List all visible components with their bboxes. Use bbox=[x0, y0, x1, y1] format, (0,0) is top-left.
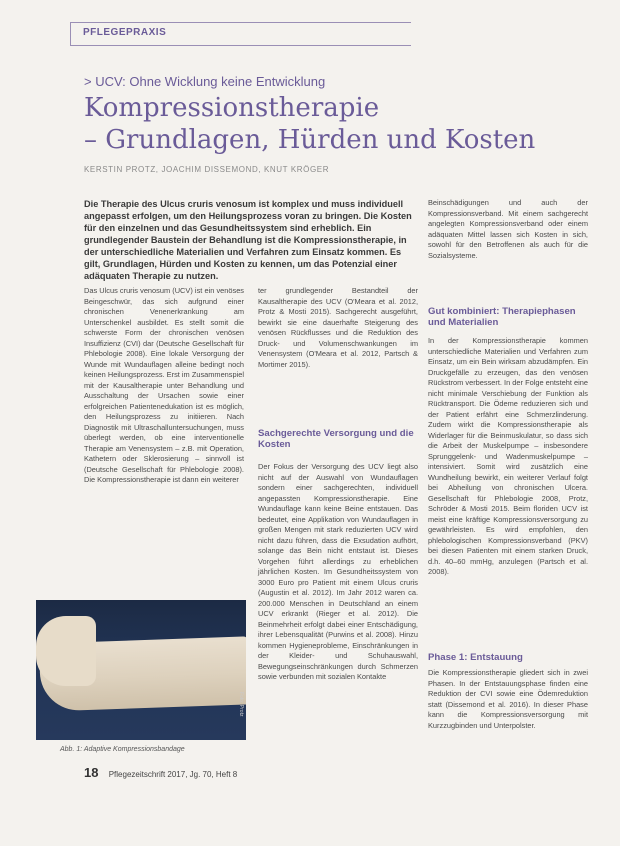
article-title bbox=[84, 92, 564, 156]
body-column-2: ter grundlegender Bestandteil der Kausaltherapie des UCV (O'Meara et al. 2012, Protz & Mosti 2015). Sachgerecht ausgeführt, bewirkt sie eine dauerhafte Steigerung des venösen Rückflusses und die Reduktion des Druck- und Volumenschwankungen im Venensystem (O'Meara et al. 2012, Partsch & Mortimer 2015). bbox=[258, 286, 418, 369]
journal-reference: Pflegezeitschrift 2017, Jg. 70, Heft 8 bbox=[108, 770, 238, 779]
subheading-phase1: Phase 1: Entstauung bbox=[428, 652, 523, 663]
article-title-line2: – Grundlagen, Hürden und Kosten bbox=[84, 125, 536, 155]
article-lead: Die Therapie des Ulcus cruris venosum ist komplex und muss individuell angepasst erfolgen, um den Heilungsprozess voran zu bringen. Die Kosten für den einzelnen und das Gesundheitssystem sind erheblich. Ein grundlegender Baustein der Behandlung ist die Kompressionstherapie, in der unterschiedliche Materialien und Verfahren zum Einsatz kommen. Es gilt, Grundlagen, Hürden und Kosten zu kennen, um das Potenzial einer adäquaten Therapie zu nutzen. bbox=[84, 199, 412, 281]
section-header-bar bbox=[70, 22, 411, 46]
figure-caption: Abb. 1: Adaptive Kompressionsbandage bbox=[60, 746, 185, 753]
body-column-3: Beinschädigungen und auch der Kompressionsverband. Mit einem sachgerecht angelegten Kompressionsverband oder einem adäquaten Mittel lassen sich Kosten in sich, sowohl für den Betroffenen als auch für die Sozialsysteme. bbox=[428, 198, 588, 260]
body-column-3b: In der Kompressionstherapie kommen unterschiedliche Materialien und Verfahren zum Einsatz, um ein Bein wirksam abzudämpfen. Ein Druckgefälle zu erzeugen, das den venösen Rückstrom verbessert. In der Folge entsteht eine nicht minimale Verschiebung der Funktion als Rücktransport. Die Ödeme reduzieren sich und der Patient erfährt eine Schmerzlinderung. Zudem wirkt die Kompressionstherapie als Widerlager für die Beinmuskulatur, so dass sich die Arbeit der Muskelpumpe – insbesondere Sprunggelenk- und Wadenmuskelpumpe – intensiviert. Somit wird zusätzlich eine Wundheilung bewirkt, ein weiterer Verlauf folgt bei Abheilung von chronischen Ulcera. Gesellschaft für Phlebologie 2008, Protz, Schröder & Mosti 2015. Beim floriden UCV ist meist eine kräftige Kompressionsversorgung zu gewährleisten. Es wird empfohlen, den phlebologischen Kompressionsverband (PKV) bei diesen Patienten mit einem starken Druck, d.h. 40–60 mmHg, anzulegen (Partsch et al. 2008). bbox=[428, 336, 588, 576]
bandaged-foot bbox=[36, 616, 96, 686]
page-number: 18 bbox=[84, 765, 99, 780]
body-column-1: Das Ulcus cruris venosum (UCV) ist ein venöses Beingeschwür, das sich aufgrund einer chronischen Venenerkrankung am Unterschenkel ausbildet. Es stellt somit die schwerste Form der chronischen venösen Insuffizienz (CVI) dar (Deutsche Gesellschaft für Phlebologie 2008). Eine lokale Versorgung der Wunde mit Wundauflagen alleine bedingt noch keinen Heilungsprozess. Erst im Zusammenspiel mit der Kausaltherapie unter Behandlung und Ausschaltung der Ursachen sowie einer erfolgreichen Patientenedukation ist es möglich, den Heilungsprozess zu initiieren. Nach Diagnostik mit Ultraschalluntersuchungen, muss überlegt werden, ob eine interventionelle Therapie am Venensystem – z.B. mit Operation, Kathetern oder Sklerosierung – sinnvoll ist (Deutsche Gesellschaft für Phlebologie 2008). Die Kompressionstherapie ist dann ein weiterer bbox=[84, 286, 244, 484]
photo-credit: Foto: Protz bbox=[238, 692, 244, 717]
body-column-2b: Der Fokus der Versorgung des UCV liegt also nicht auf der Auswahl von Wundauflagen sondern einer sachgerechten, individuell angepassten Kompressionstherapie. Eine Wundauflage kann keine Beine entstauen. Das bedeutet, eine Applikation von Wundauflagen in großen Mengen mit stark reduzierten UCV wird nicht dazu führen, dass die Exsudation aufhört, solange das Bein nicht entstaut ist. Dieses Vorgehen führt allerdings zu erheblichen jährlichen Kosten. Im Gesundheitssystem von 3000 Euro pro Patient mit einem Ulcus cruris (Augustin et al. 2012). Im Jahr 2012 waren ca. 200.000 Menschen in Deutschland an einem UCV erkrankt (Rieger et al. 2012). Die Beinmehrheit erfolgt dabei einer Entschädigung, ihrer Lebensqualität (Purwins et al. 2008). Hinzu kommen Hygieneprobleme, Einschränkungen in der Kleider- und Schuhauswahl, Bewegungseinschränkungen durch Schmerzen sowie verbunden mit sozialen Kontakte bbox=[258, 462, 418, 681]
bandage-photo bbox=[36, 600, 246, 740]
article-kicker: > UCV: Ohne Wicklung keine Entwicklung bbox=[84, 74, 326, 89]
subheading-therapiephasen: Gut kombiniert: Therapiephasen und Materialien bbox=[428, 306, 576, 328]
article-title-line1: Kompressionstherapie bbox=[84, 93, 380, 123]
section-label: PFLEGEPRAXIS bbox=[83, 27, 167, 38]
article-authors: KERSTIN PROTZ, JOACHIM DISSEMOND, KNUT KRÖGER bbox=[84, 165, 330, 174]
body-column-3c: Die Kompressionstherapie gliedert sich in zwei Phasen. In der Entstauungsphase finden eine Reduktion der CVI sowie eine Ödemreduktion statt (Dissemond et al. 2016). In dieser Phase kann die Kompressionsversorgung mit Kurzzugbinden und Unterpolster. bbox=[428, 668, 588, 730]
subheading-versorgung: Sachgerechte Versorgung und die Kosten bbox=[258, 428, 414, 450]
page-footer bbox=[84, 765, 237, 780]
